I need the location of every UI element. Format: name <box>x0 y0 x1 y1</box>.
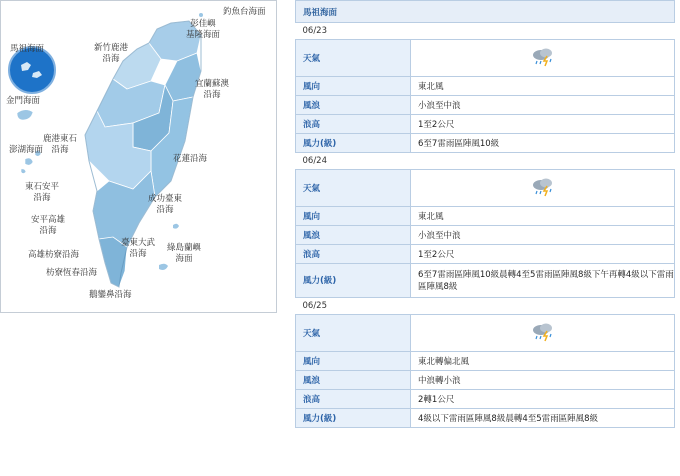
label-yilan[interactable]: 宜蘭蘇澳 沿海 <box>195 79 230 100</box>
label-matsu[interactable]: 馬祖海面 <box>10 44 45 54</box>
weather-cell <box>411 170 675 207</box>
wave-label: 風浪 <box>296 226 411 245</box>
label-kaohsiung[interactable]: 高雄枋寮沿海 <box>28 250 80 260</box>
forecast-date: 06/23 <box>296 23 675 40</box>
label-diaoyutai[interactable]: 釣魚台海面 <box>223 7 266 17</box>
wind-level-value: 6至7雷雨區陣風10級晨轉4至5雷雨區陣風8級下午再轉4級以下雷雨區陣風8級 <box>411 264 675 298</box>
wind-level-label: 風力(級) <box>296 134 411 153</box>
wind-dir-label: 風向 <box>296 77 411 96</box>
weather-label: 天氣 <box>296 170 411 207</box>
forecast-table <box>295 0 675 428</box>
label-anping[interactable]: 安平高雄 沿海 <box>31 215 66 236</box>
label-pengjia[interactable]: 彭佳嶼 基隆海面 <box>186 19 221 40</box>
area-title: 馬祖海面 <box>296 1 675 23</box>
label-fangliao[interactable]: 枋寮恆春沿海 <box>46 268 98 278</box>
weather-label: 天氣 <box>296 40 411 77</box>
label-hsinchu[interactable]: 新竹鹿港 沿海 <box>94 43 129 64</box>
wind-level-label: 風力(級) <box>296 409 411 428</box>
weather-cell <box>411 315 675 352</box>
forecast-date: 06/25 <box>296 298 675 315</box>
label-penghu[interactable]: 澎湖海面 <box>9 145 44 155</box>
wave-height-value: 1至2公尺 <box>411 245 675 264</box>
label-kinmen[interactable]: 金門海面 <box>6 96 41 106</box>
wind-level-label: 風力(級) <box>296 264 411 298</box>
wave-height-value: 1至2公尺 <box>411 115 675 134</box>
wave-value: 中浪轉小浪 <box>411 371 675 390</box>
label-hualien[interactable]: 花蓮沿海 <box>173 154 208 164</box>
label-lugang[interactable]: 鹿港東石 沿海 <box>43 134 78 155</box>
wave-value: 小浪至中浪 <box>411 226 675 245</box>
weather-label: 天氣 <box>296 315 411 352</box>
wind-dir-value: 東北轉偏北風 <box>411 352 675 371</box>
sea-area-map <box>0 0 277 313</box>
wave-label: 風浪 <box>296 371 411 390</box>
rain-thunder-icon <box>530 47 556 67</box>
green-island[interactable] <box>173 224 179 229</box>
label-chenggong[interactable]: 成功臺東 沿海 <box>148 194 183 215</box>
wave-height-value: 2轉1公尺 <box>411 390 675 409</box>
label-taitung[interactable]: 臺東大武 沿海 <box>121 238 156 259</box>
wind-dir-value: 東北風 <box>411 207 675 226</box>
label-lanyu[interactable]: 綠島蘭嶼 海面 <box>167 243 202 264</box>
kinmen-island[interactable] <box>17 110 33 120</box>
forecast-date: 06/24 <box>296 153 675 170</box>
rain-thunder-icon <box>530 177 556 197</box>
wave-value: 小浪至中浪 <box>411 96 675 115</box>
rain-thunder-icon <box>530 322 556 342</box>
label-eluanbi[interactable]: 鵝鑾鼻沿海 <box>89 290 132 300</box>
wave-label: 風浪 <box>296 96 411 115</box>
wind-level-value: 6至7雷雨區陣風10級 <box>411 134 675 153</box>
label-dongshi[interactable]: 東石安平 沿海 <box>25 182 60 203</box>
wind-dir-label: 風向 <box>296 207 411 226</box>
forecast-panel <box>295 0 675 428</box>
wind-level-value: 4級以下雷雨區陣風8級晨轉4至5雷雨區陣風8級 <box>411 409 675 428</box>
pengjia-islet[interactable] <box>199 13 203 17</box>
weather-cell <box>411 40 675 77</box>
wave-height-label: 浪高 <box>296 390 411 409</box>
wave-height-label: 浪高 <box>296 115 411 134</box>
wave-height-label: 浪高 <box>296 245 411 264</box>
wind-dir-value: 東北風 <box>411 77 675 96</box>
wind-dir-label: 風向 <box>296 352 411 371</box>
